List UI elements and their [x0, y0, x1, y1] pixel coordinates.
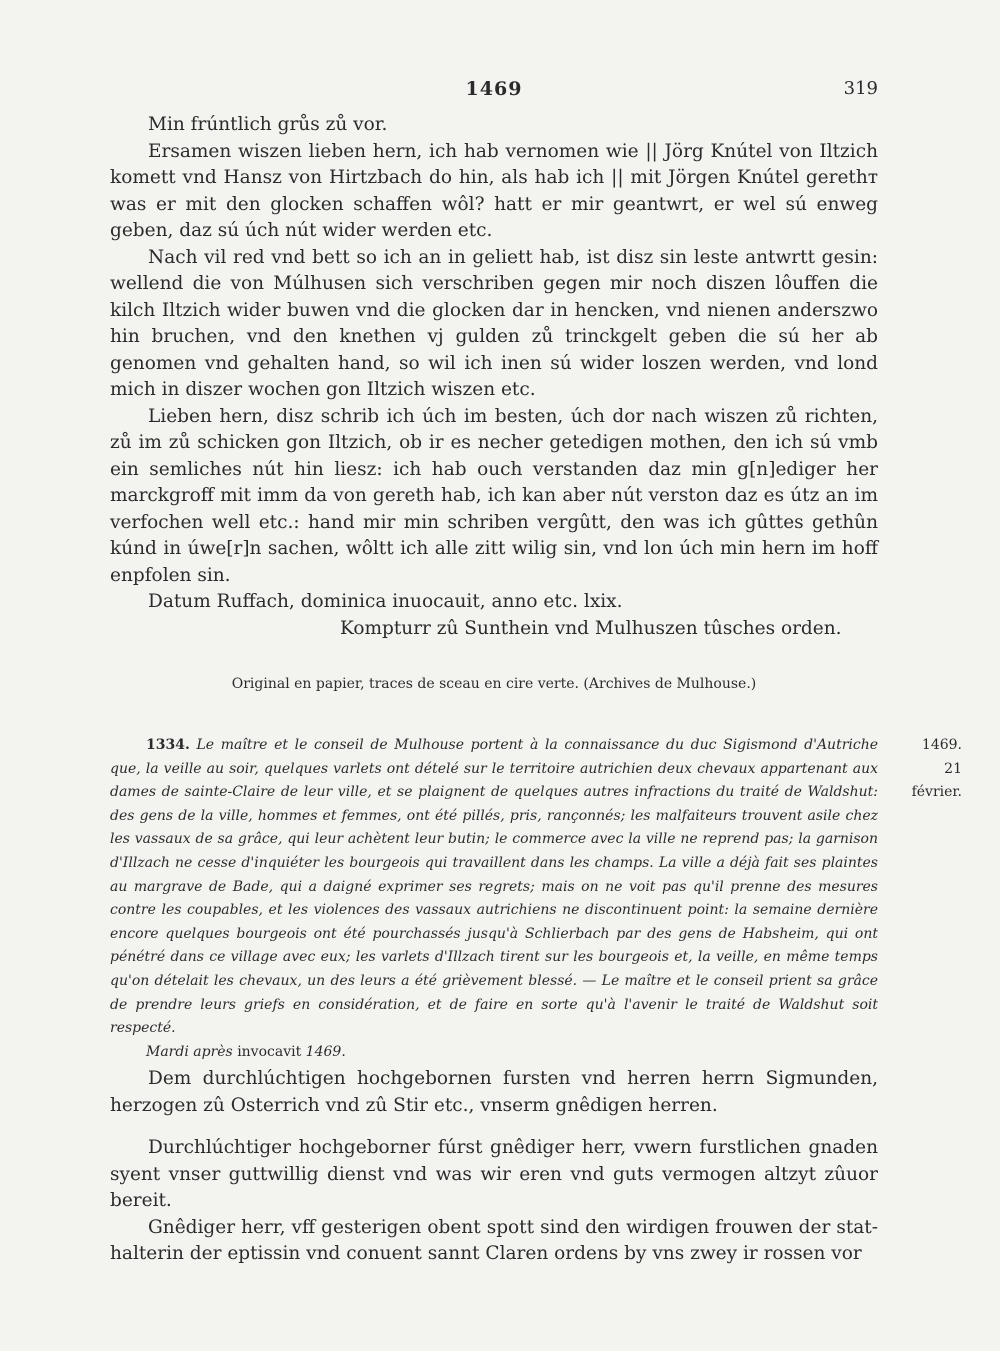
margin-day: 21 février.: [911, 760, 962, 801]
letter-dateline: Datum Ruffach, dominica inuocauit, anno etc. lxix.: [148, 591, 623, 612]
letter-greeting: Min frúntlich grůs zů vor.: [148, 114, 388, 135]
letter-paragraph: Ersamen wiszen lieben hern, ich hab vernomen wie || Jörg Knútel von Iltzich komett vnd Hansz von Hirtzbach do hin, als hab ich || mit Jörgen Knútel gerethт was er mit den glocken schaffen wôl? hatt er mir geantwrt, er wel sú enweg geben, daz sú úch nút wider werden etc.: [110, 140, 878, 241]
regest-dateline-part: invocavit: [237, 1043, 302, 1060]
letter-signature: Kompturr zû Sunthein vnd Mulhuszen tûsches orden.: [340, 617, 842, 639]
regest-text: Le maître et le conseil de Mulhouse portent à la connaissance du duc Sigismond d'Autriche que, la veille au soir, quelques varlets ont dételé sur le territoire autrichien deux chevaux appartenant aux dames de sainte-Claire de leur ville, et se plaignent de quelques autres infractions du traité de Waldshut: des gens de la ville, hommes et femmes, ont été pillés, pris, rançonnés; les malfaiteurs trouvent asile chez les vassaux de sa grâce, qui leur achètent leur butin; le commerce avec la ville ne reprend pas; la garnison d'Illzach ne cesse d'inquiéter les bourgeois qui travaillent dans les champs. La ville a déjà fait ses plaintes au margrave de Bade, qui a daigné exprimer ses regrets; mais on ne voit pas qu'il prenne des mesures contre les coupables, et les violences des vassaux autrichiens ne discontinuent point: la semaine dernière encore quelques bourgeois ont été pourchassés jusqu'à Schlierbach par des gens de Habsheim, qui ont pénétré dans ce village avec eux; les varlets d'Illzach tirent sur les bourgeois et, la veille, en même temps qu'on dételait les chevaux, un des leurs a été grièvement blessé. — Le maître et le conseil prient sa grâce de prendre leurs griefs en considération, et de faire en sorte qu'à l'avenir le traité de Waldshut soit respecté.: [110, 737, 879, 1037]
margin-date: [898, 734, 962, 805]
letter-address: Dem durchlúchtigen hochgebornen fursten vnd herren herrn Sigmunden, herzogen zû Osterrich vnd zû Stir etc., vnserm gnêdigen herren.: [110, 1068, 878, 1116]
regest-dateline-part: 1469.: [301, 1043, 346, 1060]
regest-dateline: [110, 1041, 878, 1065]
margin-year: 1469.: [921, 737, 962, 753]
regest-dateline-part: Mardi après: [146, 1043, 238, 1060]
second-letter: [110, 1066, 878, 1268]
letter-text: [110, 112, 878, 642]
page-header: [110, 78, 878, 102]
regest-block: [110, 734, 878, 1064]
page-number: 319: [843, 78, 878, 99]
source-note: Original en papier, traces de sceau en cire verte. (Archives de Mulhouse.): [231, 676, 757, 692]
letter-paragraph: Lieben hern, disz schrib ich úch im besten, úch dor nach wiszen zů richten, zů im zů schicken gon Iltzich, ob ir es necher getedigen mothen, den ich sú vmb ein semliches nút hin liesz: ich hab ouch verstanden daz min g[n]ediger her marckgroff mit imm da von gereth hab, ich kan aber nút verston daz es útz an im verfochen well etc.: hand mir min schriben vergûtt, den was ich gûttes gethûn kúnd in úwe[r]n sachen, wôltt ich alle zitt wilig sin, vnd lon úch min hern im hoff enpfolen sin.: [110, 405, 878, 586]
letter-paragraph: Gnêdiger herr, vff gesterigen obent spott sind den wirdigen frouwen der stat-halterin der eptissin vnd conuent sannt Claren ordens by vns zwey ir rossen vor: [110, 1216, 878, 1264]
letter-paragraph: Nach vil red vnd bett so ich an in geliett hab, ist disz sin leste antwrtt gesin: wellend die von Múlhusen sich verschriben gegen mir noch diszen lôuffen die kilch Iltzich wider buwen vnd die glocken dar in hencken, vnd nienen anderszwo hin bruchen, vnd den knethen vj gulden zů trinckgelt geben die sú her ab genomen vnd gehalten hand, so wil ich inen sú wider loszen werden, vnd lond mich in diszer wochen gon Iltzich wiszen etc.: [110, 246, 878, 400]
regest-summary: [110, 734, 878, 1041]
letter-salutation: Durchlúchtiger hochgeborner fúrst gnêdiger herr, vwern furstlichen gnaden syent vnser guttwillig dienst vnd was wir eren vnd guts vermogen altzyt zûuor bereit.: [110, 1137, 878, 1211]
running-head-year: 1469: [465, 78, 523, 100]
regest-number: 1334.: [146, 737, 190, 753]
